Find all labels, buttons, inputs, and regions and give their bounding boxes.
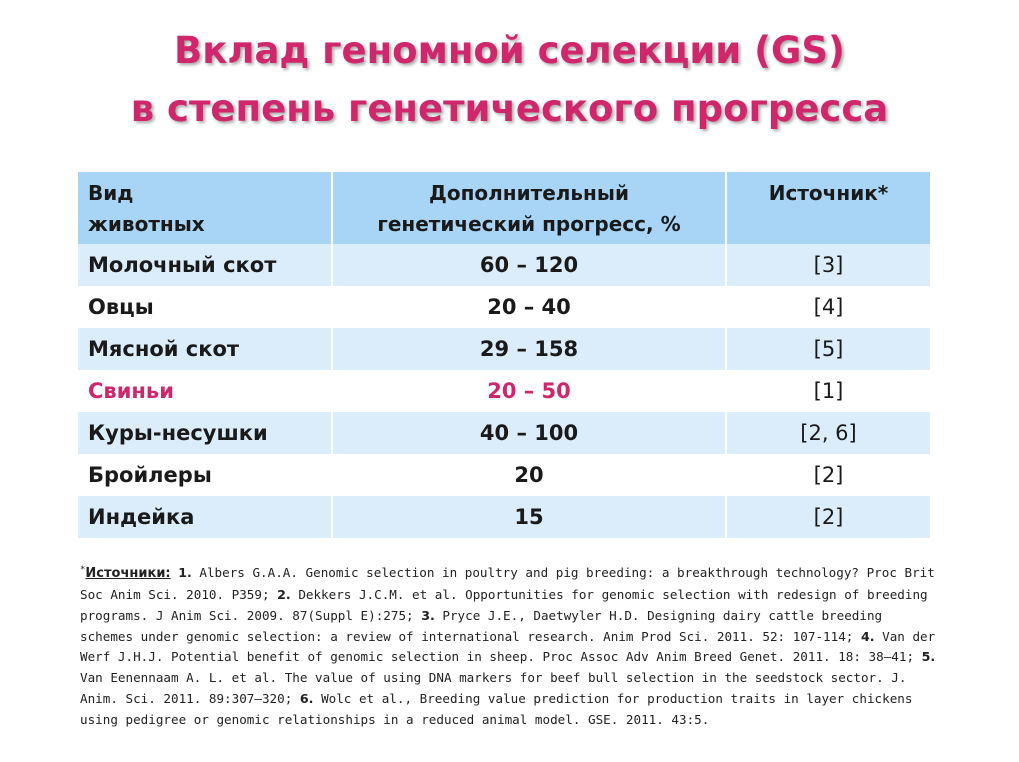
table-row-highlighted <box>78 370 930 412</box>
row-source: [3] <box>726 244 930 286</box>
ref-text: Dekkers J.C.M. et al. Opportunities for genomic selection with redesign of breeding programs. J Anim Sci. 2009. 87(Suppl E):275; <box>80 586 928 623</box>
title-line-2: в степень генетического прогресса <box>130 87 889 130</box>
row-source: [5] <box>726 328 930 370</box>
ref-number: 5. <box>921 649 936 665</box>
table-header-row <box>78 172 930 244</box>
ref-text: Albers G.A.A. Genomic selection in poultry and pig breeding: a breakthrough technology? Proc Brit Soc Anim Sci. 2010. P359; <box>80 565 935 602</box>
row-animal: Свиньи <box>78 370 332 412</box>
row-gain: 20 – 40 <box>332 286 726 328</box>
row-gain: 29 – 158 <box>332 328 726 370</box>
slide-title <box>0 22 1019 138</box>
ref-number: 6. <box>299 690 314 706</box>
references-footnote <box>80 560 940 731</box>
row-gain: 20 <box>332 454 726 496</box>
ref-text: Van der Werf J.H.J. Potential benefit of genomic selection in sheep. Proc Assoc Adv Anim Breed Genet. 2011. 18: 38–41; <box>80 628 936 665</box>
row-gain: 15 <box>332 496 726 538</box>
row-source: [4] <box>726 286 930 328</box>
table-row <box>78 454 930 496</box>
header-gain-line-2: генетический прогресс, % <box>377 212 681 236</box>
table-row <box>78 286 930 328</box>
table-row <box>78 412 930 454</box>
references-label: Источники: <box>85 566 171 582</box>
row-source: [2] <box>726 454 930 496</box>
header-animal-type <box>78 172 332 244</box>
ref-number: 3. <box>421 607 435 623</box>
row-animal: Бройлеры <box>78 454 332 496</box>
table-row <box>78 496 930 538</box>
ref-number: 1. <box>178 565 192 581</box>
row-source: [2] <box>726 496 930 538</box>
row-gain: 40 – 100 <box>332 412 726 454</box>
header-additional-progress <box>332 172 726 244</box>
header-gain-line-1: Дополнительный <box>429 181 629 205</box>
header-animal-line-2: животных <box>88 212 205 236</box>
row-source: [1] <box>726 370 930 412</box>
title-line-1: Вклад геномной селекции (GS) <box>174 29 845 72</box>
table-row <box>78 244 930 286</box>
row-source: [2, 6] <box>726 412 930 454</box>
ref-text: Wolc et al., Breeding value prediction for production traits in layer chickens using pedigree or genomic relationships in a reduced animal model. GSE. 2011. 43:5. <box>80 690 913 727</box>
footnote-star: * <box>80 565 86 575</box>
ref-number: 4. <box>860 628 875 644</box>
header-animal-line-1: Вид <box>88 181 134 205</box>
table-row <box>78 328 930 370</box>
row-animal: Куры-несушки <box>78 412 332 454</box>
ref-text: Van Eenennaam A. L. et al. The value of using DNA markers for beef bull selection in the seedstock sector. J. Anim. Sci. 2011. 89:307–320; <box>80 670 907 706</box>
row-animal: Мясной скот <box>78 328 332 370</box>
row-gain: 20 – 50 <box>332 370 726 412</box>
row-animal: Индейка <box>78 496 332 538</box>
row-animal: Овцы <box>78 286 332 328</box>
row-gain: 60 – 120 <box>332 244 726 286</box>
genetic-progress-table <box>78 172 930 538</box>
ref-text: Pryce J.E., Daetwyler H.D. Designing dairy cattle breeding schemes under genomic selection: a review of international research. Anim Prod Sci. 2011. 52: 107-114; <box>80 607 883 644</box>
header-source: Источник* <box>726 172 930 244</box>
ref-number: 2. <box>277 586 291 602</box>
row-animal: Молочный скот <box>78 244 332 286</box>
